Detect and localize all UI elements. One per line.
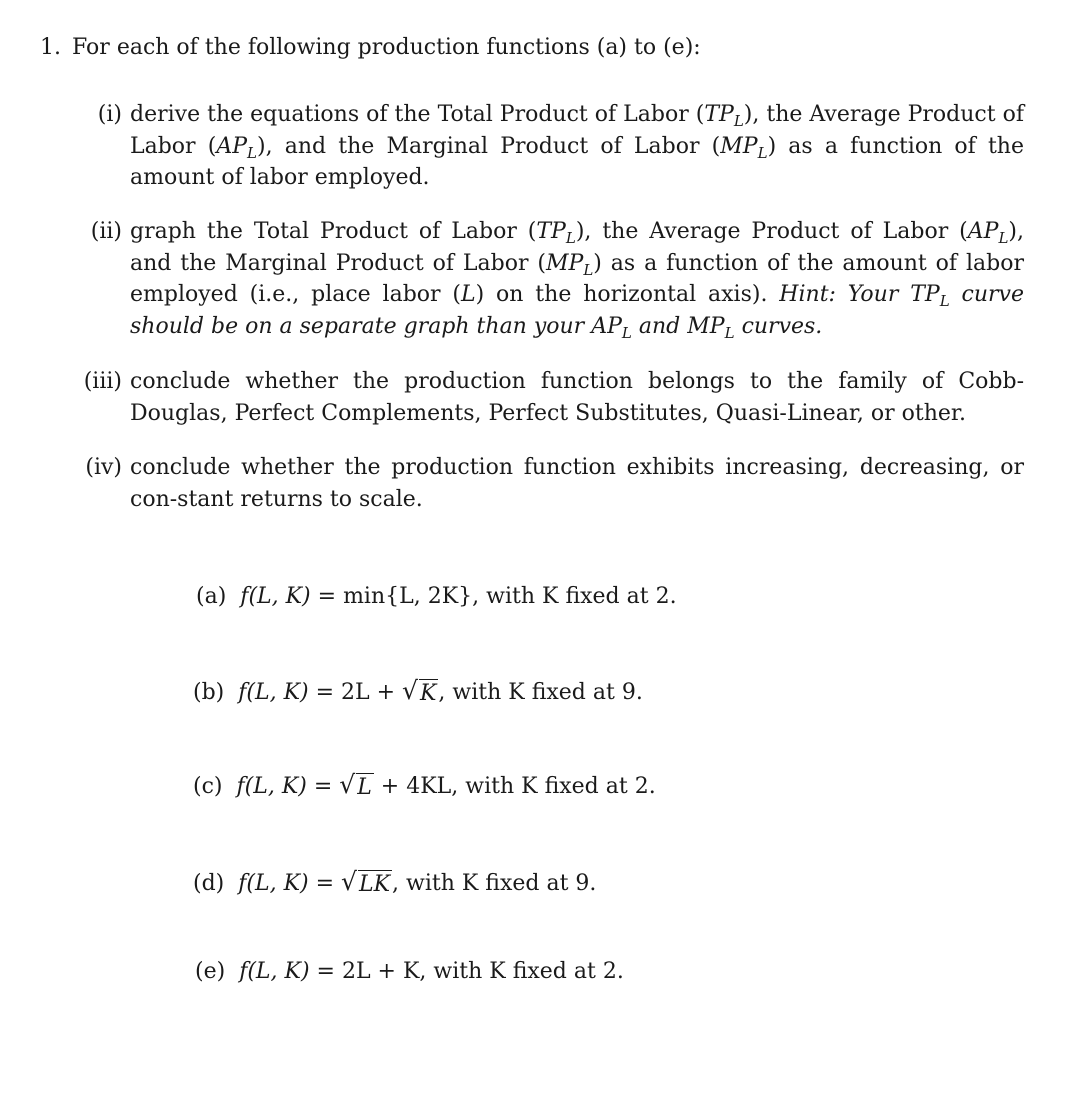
- question-intro: For each of the following production functions (a) to (e):: [72, 35, 701, 60]
- function-a: (a) f(L, K) = min{L, 2K}, with K fixed at 2.: [196, 584, 677, 609]
- function-c: (c) f(L, K) = √ L + 4KL, with K fixed at 2.: [193, 770, 656, 800]
- instruction-label: (i): [97, 102, 122, 127]
- instruction-iii: (iii) conclude whether the production function belongs to the family of Cobb-Douglas, Perfect Complements, Perfect Substitutes, Quasi-Linear, or other.: [130, 366, 1024, 429]
- instruction-label: (ii): [90, 219, 122, 244]
- hint: Hint: Your $TP_L$ curve should be on a separate graph than your $AP_L$ and $MP_L$ curves.: [130, 282, 1024, 342]
- instruction-ii: (ii) graph the Total Product of Labor $(TP_L)$, the Average Product of Labor $(AP_L)$, and the Marginal Product of Labor $(MP_L)$ as a function of the amount of labor employed (i.e., place labor (L) on the horizontal axis). Hint: Your $TP_L$ curve should be on a separate graph than your $AP_L$ and $MP_L$ curves.: [130, 216, 1024, 342]
- square-root: √ K: [402, 676, 437, 706]
- instruction-label: (iii): [83, 369, 122, 394]
- question-heading: [40, 32, 701, 64]
- square-root: √ L: [339, 770, 372, 800]
- instruction-iv: (iv) conclude whether the production function exhibits increasing, decreasing, or con-stant returns to scale.: [130, 452, 1024, 515]
- instruction-i: (i) derive the equations of the Total Product of Labor $(TP_L)$, the Average Product of Labor $(AP_L)$, and the Marginal Product of Labor $(MP_L)$ as a function of the amount of labor employed.: [130, 99, 1024, 194]
- function-b: (b) f(L, K) = 2L + √ K , with K fixed at 9.: [193, 676, 643, 706]
- square-root: √ LK: [341, 867, 390, 897]
- function-d: (d) f(L, K) = √ LK , with K fixed at 9.: [193, 867, 597, 897]
- instruction-label: (iv): [85, 455, 122, 480]
- function-e: (e) f(L, K) = 2L + K, with K fixed at 2.: [195, 959, 624, 984]
- question-number: 1.: [40, 35, 61, 60]
